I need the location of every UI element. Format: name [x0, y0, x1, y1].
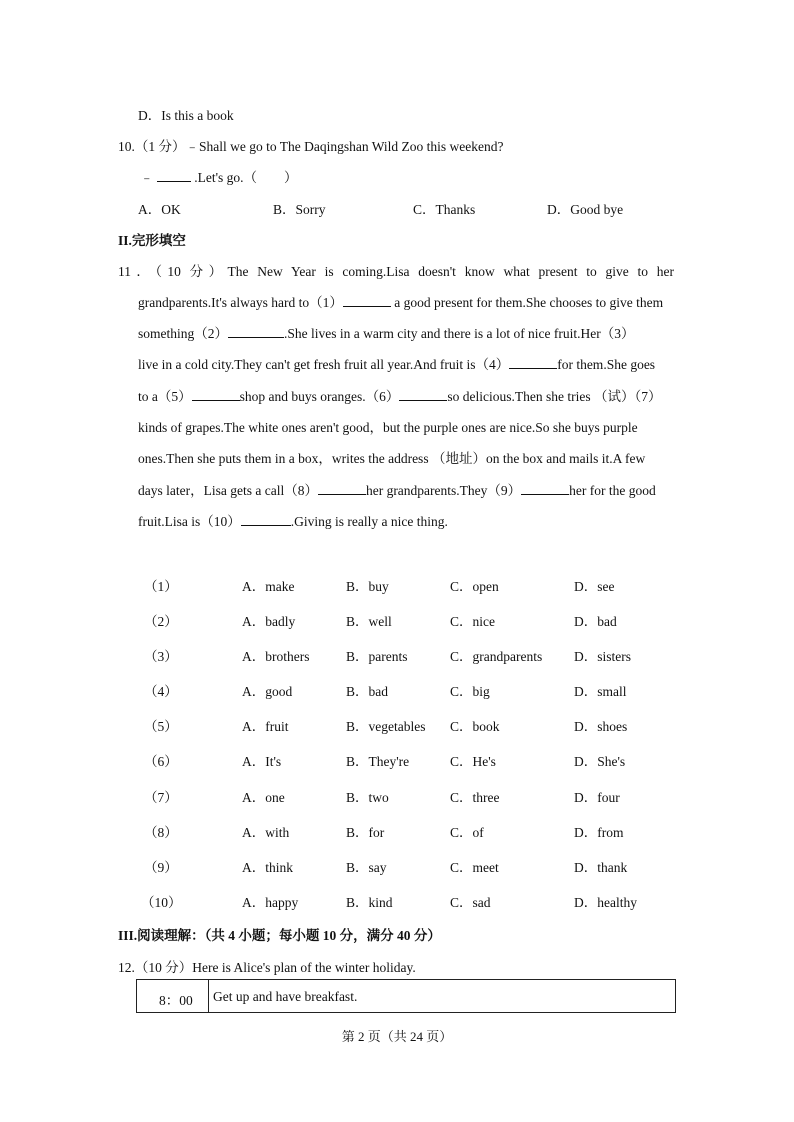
q11-line-6 [138, 416, 674, 436]
choice-d: D．healthy [574, 895, 637, 910]
q9-option-d: D．Is this a book [138, 108, 234, 123]
q11-text: her grandparents.They（9） [365, 483, 522, 498]
choice-a: A．make [242, 579, 295, 594]
q11-line-2 [138, 291, 674, 311]
choice-a: A．one [242, 790, 285, 805]
plan-table [136, 979, 676, 1013]
choice-row-2 [138, 610, 678, 630]
plan-time: 8：00 [159, 993, 193, 1008]
q10-reply [140, 166, 298, 186]
choice-d: D．She's [574, 754, 626, 769]
choice-number: （7） [144, 790, 178, 805]
choice-d: D．four [574, 790, 620, 805]
choice-b: B．parents [346, 649, 408, 664]
choice-number: （6） [144, 754, 178, 769]
choice-c: C．open [450, 579, 499, 594]
blank-6 [399, 389, 447, 401]
choice-c: C．book [450, 719, 500, 734]
choice-b: B．buy [346, 579, 389, 594]
choice-number: （2） [144, 614, 178, 629]
choice-b: B．They're [346, 754, 410, 769]
q11-text: her for the good [569, 483, 656, 498]
choice-d: D．thank [574, 860, 628, 875]
choice-d: D．from [574, 825, 624, 840]
choice-c: C．nice [450, 614, 495, 629]
q11-line-8 [138, 479, 674, 499]
choice-number: （4） [144, 684, 178, 699]
q10-option-b: B．Sorry [273, 202, 326, 217]
choice-a: A．badly [242, 614, 296, 629]
plan-time-cell [137, 980, 209, 1012]
section2-title: II.完形填空 [118, 233, 186, 248]
q12-stem: 12.（10 分）Here is Alice's plan of the winter holiday. [118, 960, 416, 975]
blank-9 [521, 483, 569, 495]
page-footer: 第 2 页（共 24 页） [341, 1029, 453, 1044]
section3-title: III.阅读理解：（共 4 小题；每小题 10 分，满分 40 分） [118, 928, 441, 943]
choice-d: D．small [574, 684, 627, 699]
choice-row-10 [138, 891, 678, 911]
blank-1 [343, 295, 391, 307]
choice-a: A．It's [242, 754, 282, 769]
plan-activity: Get up and have breakfast. [213, 989, 358, 1004]
choice-c: C．big [450, 684, 490, 699]
choice-b: B．vegetables [346, 719, 426, 734]
q10-reply-suffix: .Let's go.（ ） [194, 170, 298, 185]
choice-number: （10） [141, 895, 182, 910]
choice-c: C．meet [450, 860, 499, 875]
choice-row-5 [138, 715, 678, 735]
q11-text: a good present for them.She chooses to give them [390, 295, 664, 310]
choice-c: C．He's [450, 754, 496, 769]
choice-number: （5） [144, 719, 178, 734]
choice-row-9 [138, 856, 678, 876]
q10-option-a: A．OK [138, 202, 181, 217]
q11-text: fruit.Lisa is（10） [138, 514, 241, 529]
choice-a: A．with [242, 825, 290, 840]
choice-a: A．think [242, 860, 294, 875]
choice-a: A．fruit [242, 719, 289, 734]
choice-row-7 [138, 786, 678, 806]
choice-b: B．kind [346, 895, 393, 910]
q11-text: days later，Lisa gets a call（8） [138, 483, 318, 498]
q11-line-1 [118, 260, 674, 280]
choice-c: C．three [450, 790, 500, 805]
choice-b: B．two [346, 790, 389, 805]
choice-number: （9） [144, 860, 178, 875]
choice-a: A．brothers [242, 649, 310, 664]
choice-b: B．bad [346, 684, 388, 699]
q11-line-1-text: 11．（10 分）The New Year is coming.Lisa doesn't know what present to give to her [118, 264, 674, 279]
blank-2 [228, 326, 284, 338]
blank-5 [192, 389, 240, 401]
q11-text: .Giving is really a nice thing. [290, 514, 448, 529]
blank-10 [241, 514, 291, 526]
choice-number: （1） [144, 579, 178, 594]
blank-8 [318, 483, 366, 495]
choice-number: （8） [144, 825, 178, 840]
q11-text: to a（5） [138, 389, 192, 404]
choice-row-4 [138, 680, 678, 700]
choice-a: A．good [242, 684, 293, 699]
q11-line-4 [138, 353, 674, 373]
choice-d: D．bad [574, 614, 617, 629]
choice-row-6 [138, 750, 678, 770]
choice-b: B．well [346, 614, 392, 629]
q11-text: live in a cold city.They can't get fresh fruit all year.And fruit is（4） [138, 357, 510, 372]
q10-option-d: D．Good bye [547, 202, 624, 217]
q11-line-7 [138, 447, 674, 467]
q11-text: so delicious.Then she tries （试）（7） [447, 389, 662, 404]
choice-b: B．say [346, 860, 387, 875]
choice-number: （3） [144, 649, 178, 664]
q11-line-5 [138, 385, 674, 405]
choice-c: C．grandparents [450, 649, 543, 664]
q11-text: for them.She goes [557, 357, 656, 372]
choice-row-3 [138, 645, 678, 665]
choice-d: D．see [574, 579, 615, 594]
q10-reply-prefix: ﹣ [140, 170, 154, 185]
choice-row-8 [138, 821, 678, 841]
choice-d: D．shoes [574, 719, 628, 734]
choice-row-1 [138, 575, 678, 595]
q11-line-9 [138, 510, 674, 530]
choice-a: A．happy [242, 895, 299, 910]
q11-text: something（2） [138, 326, 228, 341]
q11-line-3 [138, 322, 674, 342]
choice-b: B．for [346, 825, 385, 840]
q11-text: grandparents.It's always hard to（1） [138, 295, 343, 310]
q10-blank [157, 170, 191, 182]
choice-c: C．sad [450, 895, 491, 910]
q11-text: .She lives in a warm city and there is a lot of nice fruit.Her（3） [284, 326, 635, 341]
q11-text: kinds of grapes.The white ones aren't good，but the purple ones are nice.So she buys purple [138, 420, 638, 435]
q11-text: shop and buys oranges.（6） [239, 389, 400, 404]
q10-stem: 10.（1 分）﹣Shall we go to The Daqingshan Wild Zoo this weekend? [118, 139, 504, 154]
q10-option-c: C．Thanks [413, 202, 476, 217]
choice-c: C．of [450, 825, 484, 840]
blank-4 [509, 357, 557, 369]
q11-text: ones.Then she puts them in a box，writes the address （地址）on the box and mails it.A few [138, 451, 646, 466]
choice-d: D．sisters [574, 649, 631, 664]
